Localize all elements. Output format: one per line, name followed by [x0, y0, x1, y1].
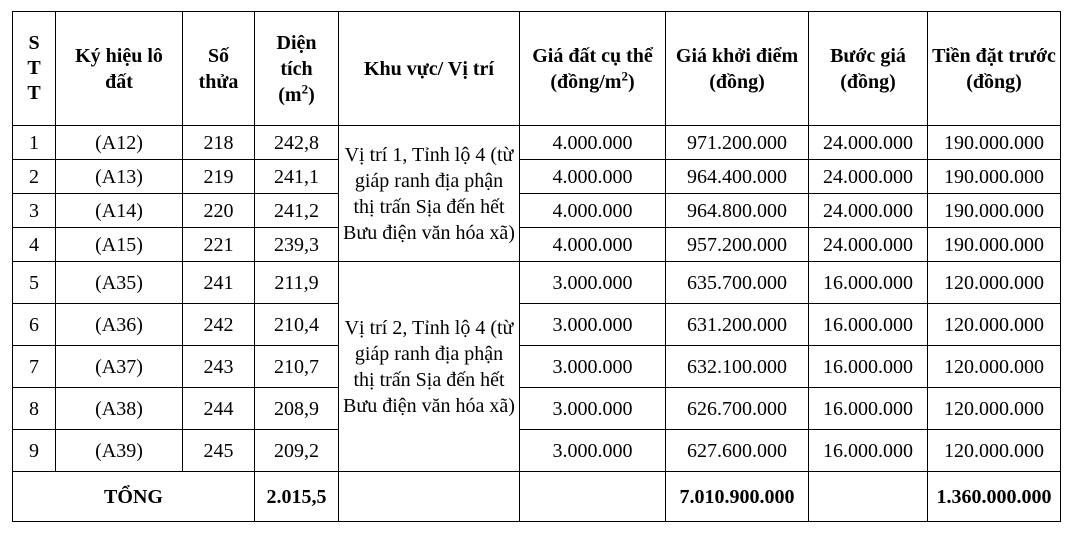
cell-so-thua: 242: [183, 304, 255, 346]
cell-buoc-gia: 24.000.000: [809, 194, 928, 228]
cell-gia-dat: 4.000.000: [520, 228, 666, 262]
cell-ky-hieu: (A35): [56, 262, 183, 304]
cell-dien-tich: 209,2: [255, 430, 339, 472]
cell-stt: 2: [13, 160, 56, 194]
table-row: [13, 160, 1061, 194]
header-dien-tich: [255, 12, 339, 126]
header-dien-tich-label: Diện tích: [276, 31, 317, 80]
cell-so-thua: 244: [183, 388, 255, 430]
cell-dien-tich: 241,1: [255, 160, 339, 194]
total-khu-vuc-empty: [339, 472, 520, 522]
cell-buoc-gia: 24.000.000: [809, 228, 928, 262]
cell-so-thua: 241: [183, 262, 255, 304]
cell-buoc-gia: 16.000.000: [809, 346, 928, 388]
cell-tien-dat-truoc: 190.000.000: [928, 160, 1061, 194]
total-tien-dat-truoc: 1.360.000.000: [928, 472, 1061, 522]
table-row: [13, 430, 1061, 472]
cell-ky-hieu: (A36): [56, 304, 183, 346]
cell-stt: 3: [13, 194, 56, 228]
table-row: [13, 304, 1061, 346]
header-gia-khoi-diem: Giá khởi điểm (đồng): [666, 12, 809, 126]
cell-stt: 8: [13, 388, 56, 430]
cell-ky-hieu: (A14): [56, 194, 183, 228]
cell-gia-dat: 3.000.000: [520, 346, 666, 388]
total-row: [13, 472, 1061, 522]
cell-dien-tich: 241,2: [255, 194, 339, 228]
header-dien-tich-unit-sup: 2: [301, 80, 309, 96]
cell-so-thua: 219: [183, 160, 255, 194]
cell-stt: 1: [13, 126, 56, 160]
cell-gia-dat: 4.000.000: [520, 160, 666, 194]
cell-tien-dat-truoc: 120.000.000: [928, 262, 1061, 304]
cell-gia-khoi-diem: 971.200.000: [666, 126, 809, 160]
cell-ky-hieu: (A12): [56, 126, 183, 160]
cell-gia-khoi-diem: 957.200.000: [666, 228, 809, 262]
table-row: [13, 346, 1061, 388]
cell-ky-hieu: (A15): [56, 228, 183, 262]
cell-tien-dat-truoc: 190.000.000: [928, 194, 1061, 228]
total-label: TỔNG: [13, 472, 255, 522]
header-ky-hieu: Ký hiệu lô đất: [56, 12, 183, 126]
cell-dien-tich: 210,4: [255, 304, 339, 346]
cell-tien-dat-truoc: 120.000.000: [928, 346, 1061, 388]
cell-dien-tich: 239,3: [255, 228, 339, 262]
cell-gia-khoi-diem: 964.400.000: [666, 160, 809, 194]
cell-gia-khoi-diem: 627.600.000: [666, 430, 809, 472]
cell-ky-hieu: (A37): [56, 346, 183, 388]
cell-buoc-gia: 24.000.000: [809, 160, 928, 194]
cell-buoc-gia: 16.000.000: [809, 430, 928, 472]
cell-stt: 6: [13, 304, 56, 346]
cell-buoc-gia: 24.000.000: [809, 126, 928, 160]
cell-tien-dat-truoc: 120.000.000: [928, 388, 1061, 430]
cell-ky-hieu: (A38): [56, 388, 183, 430]
table-row: [13, 228, 1061, 262]
header-gia-dat: [520, 12, 666, 126]
cell-so-thua: 218: [183, 126, 255, 160]
header-dien-tich-unit-end: ): [308, 83, 315, 106]
total-dien-tich: 2.015,5: [255, 472, 339, 522]
cell-so-thua: 245: [183, 430, 255, 472]
cell-so-thua: 243: [183, 346, 255, 388]
cell-dien-tich: 208,9: [255, 388, 339, 430]
cell-buoc-gia: 16.000.000: [809, 388, 928, 430]
header-gia-dat-unit: (đồng/m: [550, 70, 622, 93]
cell-gia-khoi-diem: 632.100.000: [666, 346, 809, 388]
header-stt: S T T: [13, 12, 56, 126]
cell-stt: 5: [13, 262, 56, 304]
table-row: [13, 262, 1061, 304]
cell-dien-tich: 210,7: [255, 346, 339, 388]
cell-tien-dat-truoc: 120.000.000: [928, 430, 1061, 472]
header-khu-vuc: Khu vực/ Vị trí: [339, 12, 520, 126]
header-row: [13, 12, 1061, 126]
cell-gia-dat: 4.000.000: [520, 126, 666, 160]
cell-stt: 9: [13, 430, 56, 472]
total-buoc-gia-empty: [809, 472, 928, 522]
cell-tien-dat-truoc: 120.000.000: [928, 304, 1061, 346]
header-buoc-gia: Bước giá (đồng): [809, 12, 928, 126]
cell-ky-hieu: (A39): [56, 430, 183, 472]
cell-dien-tich: 211,9: [255, 262, 339, 304]
cell-stt: 7: [13, 346, 56, 388]
land-auction-table: [12, 11, 1061, 522]
cell-tien-dat-truoc: 190.000.000: [928, 126, 1061, 160]
table-row: [13, 126, 1061, 160]
total-gia-dat-empty: [520, 472, 666, 522]
cell-gia-dat: 3.000.000: [520, 262, 666, 304]
cell-khu-vuc-vi-tri-2: Vị trí 2, Tỉnh lộ 4 (từ giáp ranh địa phận thị trấn Sịa đến hết Bưu điện văn hóa xã): [339, 262, 520, 472]
header-dien-tich-unit: (m: [278, 83, 302, 106]
cell-gia-dat: 3.000.000: [520, 430, 666, 472]
table-row: [13, 388, 1061, 430]
header-gia-dat-label: Giá đất cụ thể: [532, 44, 653, 67]
cell-buoc-gia: 16.000.000: [809, 304, 928, 346]
cell-so-thua: 220: [183, 194, 255, 228]
cell-gia-khoi-diem: 626.700.000: [666, 388, 809, 430]
cell-stt: 4: [13, 228, 56, 262]
total-gia-khoi-diem: 7.010.900.000: [666, 472, 809, 522]
cell-gia-khoi-diem: 635.700.000: [666, 262, 809, 304]
cell-gia-khoi-diem: 631.200.000: [666, 304, 809, 346]
cell-gia-dat: 4.000.000: [520, 194, 666, 228]
header-gia-dat-unit-sup: 2: [621, 67, 628, 83]
header-gia-dat-unit-end: ): [627, 70, 635, 93]
cell-gia-khoi-diem: 964.800.000: [666, 194, 809, 228]
table-row: [13, 194, 1061, 228]
cell-khu-vuc-vi-tri-1: Vị trí 1, Tỉnh lộ 4 (từ giáp ranh địa phận thị trấn Sịa đến hết Bưu điện văn hóa xã): [339, 126, 520, 262]
cell-buoc-gia: 16.000.000: [809, 262, 928, 304]
header-tien-dat-truoc: Tiền đặt trước (đồng): [928, 12, 1061, 126]
cell-gia-dat: 3.000.000: [520, 304, 666, 346]
header-so-thua: Số thửa: [183, 12, 255, 126]
cell-gia-dat: 3.000.000: [520, 388, 666, 430]
cell-so-thua: 221: [183, 228, 255, 262]
cell-dien-tich: 242,8: [255, 126, 339, 160]
cell-tien-dat-truoc: 190.000.000: [928, 228, 1061, 262]
cell-ky-hieu: (A13): [56, 160, 183, 194]
